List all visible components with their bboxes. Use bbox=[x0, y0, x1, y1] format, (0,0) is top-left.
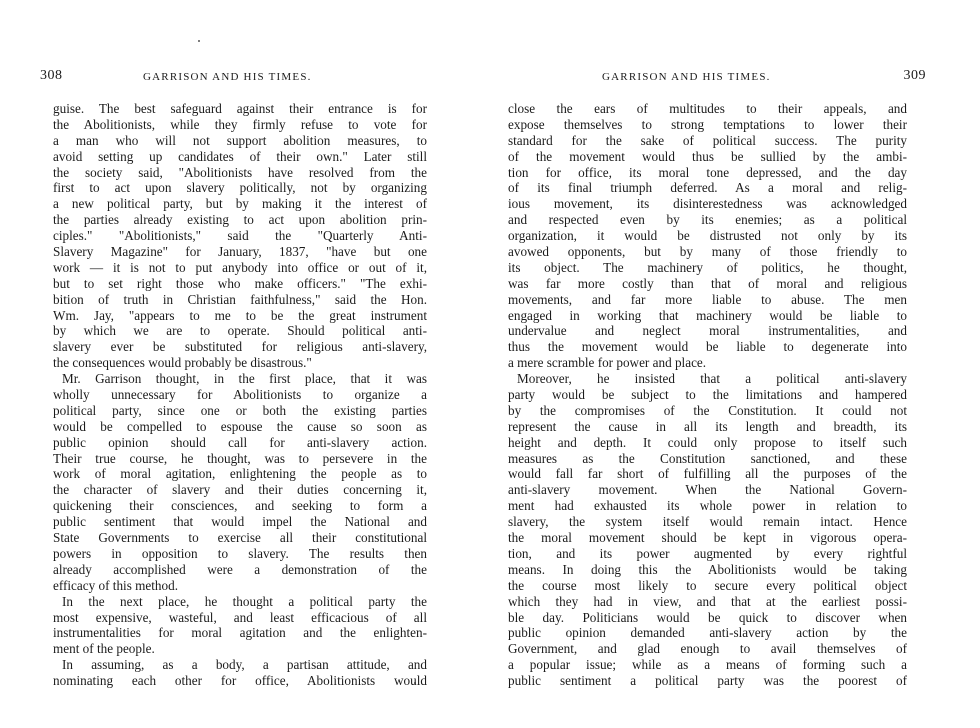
text-line: the course most likely to secure every political object bbox=[508, 577, 907, 593]
text-line: organization, it would be distrusted not only by its bbox=[508, 228, 907, 244]
text-line: the character of slavery and their duties concerning it, bbox=[53, 482, 427, 498]
text-line: represent the cause in all its length and breadth, its bbox=[508, 418, 907, 434]
text-line: quickening their consciences, and seeking to form a bbox=[53, 498, 427, 514]
text-line: powers in opposition to slavery. The results then bbox=[53, 545, 427, 561]
scan-speck bbox=[198, 40, 200, 42]
text-line: State Governments to exercise all their constitutional bbox=[53, 530, 427, 546]
text-line: Their true course, he thought, was to persevere in the bbox=[53, 450, 427, 466]
text-line: Wm. Jay, "appears to me to be the great instrument bbox=[53, 307, 427, 323]
text-line: party would be subject to the limitations and hampered bbox=[508, 387, 907, 403]
right-page bbox=[508, 62, 926, 689]
text-line: height and depth. It could only propose to itself such bbox=[508, 434, 907, 450]
page-body-text bbox=[53, 101, 427, 689]
text-line: slavery, the system itself would remain intact. Hence bbox=[508, 514, 907, 530]
page-number: 308 bbox=[40, 68, 63, 83]
text-line: ciples." "Abolitionists," said the "Quarterly Anti- bbox=[53, 228, 427, 244]
text-line: ble day. Politicians would be quick to discover when bbox=[508, 609, 907, 625]
text-line: nominating each other for office, Abolitionists would bbox=[53, 673, 427, 689]
text-line: its object. The machinery of politics, he thought, bbox=[508, 259, 907, 275]
text-line: guise. The best safeguard against their entrance is for bbox=[53, 101, 427, 116]
text-line: a man who will not support abolition measures, to bbox=[53, 132, 427, 148]
text-line: anti-slavery movement. When the National Govern- bbox=[508, 482, 907, 498]
text-line: was far more costly than that of moral and religious bbox=[508, 275, 907, 291]
text-line: ment had exhausted its whole power in relation to bbox=[508, 498, 907, 514]
text-line: tion, and its power augmented by every rightful bbox=[508, 545, 907, 561]
running-head: GARRISON AND HIS TIMES. bbox=[143, 71, 312, 83]
text-line: tion for office, its moral tone depressed, and the day bbox=[508, 164, 907, 180]
text-line: public opinion demanded anti-slavery action by the bbox=[508, 625, 907, 641]
text-line: public opinion should call for anti-slavery action. bbox=[53, 434, 427, 450]
page-body-text bbox=[508, 101, 907, 689]
page-header bbox=[40, 62, 427, 88]
text-line: a mere scramble for power and place. bbox=[508, 355, 707, 371]
text-line: first to act upon slavery politically, not by organizing bbox=[53, 180, 427, 196]
text-line: political party, since one or both the existing parties bbox=[53, 402, 427, 418]
text-line: Mr. Garrison thought, in the first place, that it was bbox=[62, 371, 427, 387]
text-line: means. In doing this the Abolitionists would be taking bbox=[508, 561, 907, 577]
text-line: undervalue and neglect moral instrumentalities, and bbox=[508, 323, 907, 339]
text-line: by the compromises of the Constitution. It could not bbox=[508, 402, 907, 418]
running-head: GARRISON AND HIS TIMES. bbox=[602, 71, 771, 83]
text-line: already accomplished were a demonstration of the bbox=[53, 561, 427, 577]
text-line: ment of the people. bbox=[53, 641, 155, 657]
text-line: standard for the sake of political success. The purity bbox=[508, 132, 907, 148]
text-line: work — it is not to put anybody into office or out of it, bbox=[53, 259, 427, 275]
left-page bbox=[40, 62, 427, 689]
text-line: In the next place, he thought a political party the bbox=[62, 593, 427, 609]
text-line: most expensive, wasteful, and least efficacious of all bbox=[53, 609, 427, 625]
text-line: of its final triumph deferred. As a moral and relig- bbox=[508, 180, 907, 196]
text-line: of the movement would thus be sullied by the ambi- bbox=[508, 148, 907, 164]
text-line: and respected even by its enemies; as a political bbox=[508, 212, 907, 228]
text-line: efficacy of this method. bbox=[53, 577, 178, 593]
text-line: wholly unnecessary for Abolitionists to organize a bbox=[53, 387, 427, 403]
text-line: the parties already existing to act upon abolition prin- bbox=[53, 212, 427, 228]
text-line: the Abolitionists, while they firmly refuse to vote for bbox=[53, 116, 427, 132]
text-line: the consequences would probably be disastrous." bbox=[53, 355, 312, 371]
text-line: the moral movement should be kept in vigorous opera- bbox=[508, 530, 907, 546]
text-line: instrumentalities for moral agitation and the enlighten- bbox=[53, 625, 427, 641]
text-line: bition of truth in Christian faithfulness," said the Hon. bbox=[53, 291, 427, 307]
text-line: would fall far short of fulfilling all the purposes of the bbox=[508, 466, 907, 482]
text-line: but to set right those who make officers." "The exhi- bbox=[53, 275, 427, 291]
text-line: public sentiment a political party was the poorest of bbox=[508, 673, 907, 689]
text-line: work of moral agitation, enlightening the people as to bbox=[53, 466, 427, 482]
text-line: ious movement, its disinterestedness was acknowledged bbox=[508, 196, 907, 212]
text-line: close the ears of multitudes to their appeals, and bbox=[508, 101, 907, 116]
text-line: by which we are to operate. Should political anti- bbox=[53, 323, 427, 339]
text-line: public sentiment that would impel the National and bbox=[53, 514, 427, 530]
text-line: expose themselves to strong temptations to lower their bbox=[508, 116, 907, 132]
text-line: would be compelled to espouse the cause so soon as bbox=[53, 418, 427, 434]
text-line: slavery ever be substituted for religious anti-slavery, bbox=[53, 339, 427, 355]
text-line: which they had in view, and that at the earliest possi- bbox=[508, 593, 907, 609]
text-line: a popular issue; while as a means of forming such a bbox=[508, 657, 907, 673]
text-line: In assuming, as a body, a partisan attitude, and bbox=[62, 657, 427, 673]
text-line: the society said, "Abolitionists have resolved from the bbox=[53, 164, 427, 180]
page-number: 309 bbox=[903, 68, 926, 83]
text-line: thus the movement would be liable to degenerate into bbox=[508, 339, 907, 355]
text-line: Moreover, he insisted that a political anti-slavery bbox=[517, 371, 907, 387]
text-line: engaged in working that machinery would be liable to bbox=[508, 307, 907, 323]
text-line: a new political party, but by making it the interest of bbox=[53, 196, 427, 212]
text-line: measures as the Constitution sanctioned, and these bbox=[508, 450, 907, 466]
text-line: movements, and far more liable to abuse. The men bbox=[508, 291, 907, 307]
text-line: avoid setting up candidates of their own." Later still bbox=[53, 148, 427, 164]
text-line: avowed opponents, but by many of those friendly to bbox=[508, 244, 907, 260]
page-header bbox=[508, 62, 926, 88]
text-line: Slavery Magazine" for January, 1837, "have but one bbox=[53, 244, 427, 260]
text-line: Government, and glad enough to avail themselves of bbox=[508, 641, 907, 657]
